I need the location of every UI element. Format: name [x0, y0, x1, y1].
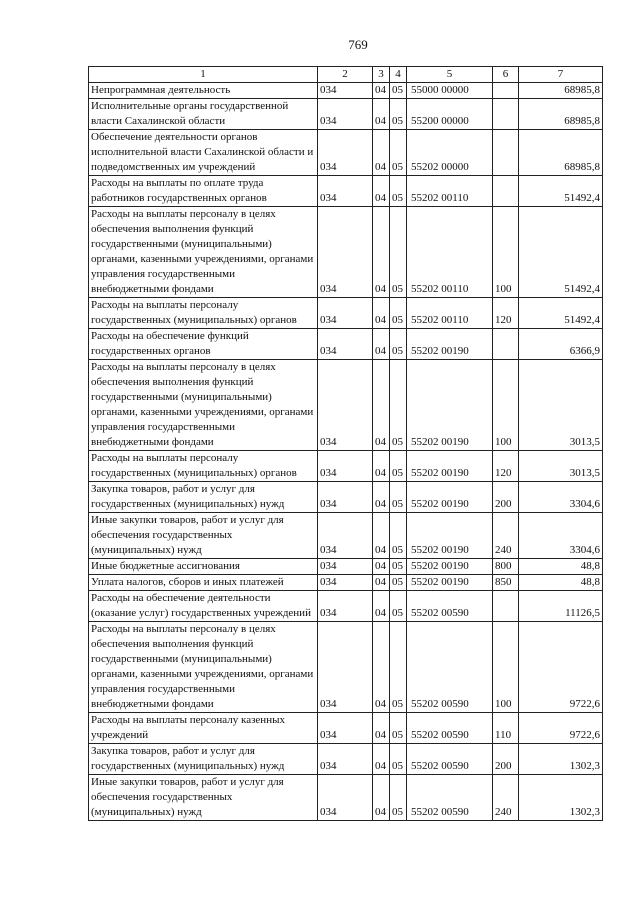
section-cell: 04 — [373, 99, 390, 130]
amount-cell: 11126,5 — [519, 591, 603, 622]
expense-type-cell: 100 — [493, 622, 519, 713]
amount-cell: 9722,6 — [519, 713, 603, 744]
amount-cell: 68985,8 — [519, 130, 603, 176]
subsection-cell: 05 — [390, 513, 407, 559]
code-cell: 034 — [318, 176, 373, 207]
item-name-cell: Расходы на обеспечение функций государственных органов — [89, 329, 318, 360]
item-name-cell: Расходы на выплаты персоналу в целях обеспечения выполнения функций государственными (муниципальными) органами, казенными учреждениями, органами управления государственными внебюджетными фондами — [89, 207, 318, 298]
section-cell: 04 — [373, 83, 390, 99]
section-cell: 04 — [373, 775, 390, 821]
code-cell: 034 — [318, 575, 373, 591]
target-article-cell: 55202 00190 — [407, 559, 493, 575]
subsection-cell: 05 — [390, 176, 407, 207]
code-cell: 034 — [318, 559, 373, 575]
subsection-cell: 05 — [390, 83, 407, 99]
table-row — [89, 451, 603, 482]
target-article-cell: 55202 00190 — [407, 513, 493, 559]
table-row — [89, 591, 603, 622]
item-name-cell: Иные закупки товаров, работ и услуг для обеспечения государственных (муниципальных) нужд — [89, 513, 318, 559]
expense-type-cell: 100 — [493, 360, 519, 451]
table-row — [89, 176, 603, 207]
item-name-cell: Расходы на выплаты персоналу государственных (муниципальных) органов — [89, 298, 318, 329]
code-cell: 034 — [318, 83, 373, 99]
item-name-cell: Уплата налогов, сборов и иных платежей — [89, 575, 318, 591]
budget-table — [88, 66, 603, 821]
expense-type-cell — [493, 176, 519, 207]
amount-cell: 51492,4 — [519, 298, 603, 329]
expense-type-cell: 200 — [493, 744, 519, 775]
item-name-cell: Расходы на выплаты персоналу казенных учреждений — [89, 713, 318, 744]
target-article-cell: 55202 00000 — [407, 130, 493, 176]
header-row — [89, 67, 603, 83]
header-cell: 1 — [89, 67, 318, 83]
target-article-cell: 55202 00190 — [407, 482, 493, 513]
target-article-cell: 55202 00590 — [407, 622, 493, 713]
table-row — [89, 559, 603, 575]
header-cell: 4 — [390, 67, 407, 83]
amount-cell: 3304,6 — [519, 513, 603, 559]
amount-cell: 1302,3 — [519, 744, 603, 775]
amount-cell: 6366,9 — [519, 329, 603, 360]
code-cell: 034 — [318, 298, 373, 329]
target-article-cell: 55200 00000 — [407, 99, 493, 130]
expense-type-cell — [493, 591, 519, 622]
expense-type-cell: 120 — [493, 451, 519, 482]
code-cell: 034 — [318, 99, 373, 130]
item-name-cell: Закупка товаров, работ и услуг для государственных (муниципальных) нужд — [89, 744, 318, 775]
section-cell: 04 — [373, 298, 390, 329]
section-cell: 04 — [373, 329, 390, 360]
amount-cell: 68985,8 — [519, 99, 603, 130]
code-cell: 034 — [318, 130, 373, 176]
target-article-cell: 55202 00110 — [407, 298, 493, 329]
table-row — [89, 207, 603, 298]
code-cell: 034 — [318, 451, 373, 482]
section-cell: 04 — [373, 575, 390, 591]
expense-type-cell: 240 — [493, 513, 519, 559]
expense-type-cell: 120 — [493, 298, 519, 329]
target-article-cell: 55000 00000 — [407, 83, 493, 99]
subsection-cell: 05 — [390, 298, 407, 329]
target-article-cell: 55202 00590 — [407, 713, 493, 744]
section-cell: 04 — [373, 713, 390, 744]
section-cell: 04 — [373, 744, 390, 775]
subsection-cell: 05 — [390, 713, 407, 744]
item-name-cell: Расходы на выплаты по оплате труда работников государственных органов — [89, 176, 318, 207]
table-row — [89, 482, 603, 513]
subsection-cell: 05 — [390, 591, 407, 622]
amount-cell: 1302,3 — [519, 775, 603, 821]
table-row — [89, 360, 603, 451]
amount-cell: 3304,6 — [519, 482, 603, 513]
code-cell: 034 — [318, 713, 373, 744]
expense-type-cell — [493, 99, 519, 130]
item-name-cell: Закупка товаров, работ и услуг для государственных (муниципальных) нужд — [89, 482, 318, 513]
expense-type-cell: 850 — [493, 575, 519, 591]
subsection-cell: 05 — [390, 451, 407, 482]
code-cell: 034 — [318, 513, 373, 559]
target-article-cell: 55202 00190 — [407, 451, 493, 482]
target-article-cell: 55202 00190 — [407, 329, 493, 360]
header-cell: 5 — [407, 67, 493, 83]
subsection-cell: 05 — [390, 559, 407, 575]
table-row — [89, 83, 603, 99]
page-number: 769 — [348, 37, 368, 52]
expense-type-cell — [493, 83, 519, 99]
expense-type-cell — [493, 130, 519, 176]
section-cell: 04 — [373, 176, 390, 207]
item-name-cell: Расходы на выплаты персоналу в целях обеспечения выполнения функций государственными (муниципальными) органами, казенными учреждениями, органами управления государственными внебюджетными фондами — [89, 360, 318, 451]
expense-type-cell: 200 — [493, 482, 519, 513]
amount-cell: 51492,4 — [519, 176, 603, 207]
target-article-cell: 55202 00590 — [407, 775, 493, 821]
header-cell: 6 — [493, 67, 519, 83]
amount-cell: 3013,5 — [519, 451, 603, 482]
section-cell: 04 — [373, 482, 390, 513]
amount-cell: 48,8 — [519, 559, 603, 575]
expense-type-cell — [493, 329, 519, 360]
item-name-cell: Иные закупки товаров, работ и услуг для обеспечения государственных (муниципальных) нужд — [89, 775, 318, 821]
amount-cell: 9722,6 — [519, 622, 603, 713]
expense-type-cell: 240 — [493, 775, 519, 821]
table-row — [89, 775, 603, 821]
subsection-cell: 05 — [390, 130, 407, 176]
code-cell: 034 — [318, 207, 373, 298]
table-row — [89, 513, 603, 559]
subsection-cell: 05 — [390, 744, 407, 775]
subsection-cell: 05 — [390, 482, 407, 513]
item-name-cell: Исполнительные органы государственной власти Сахалинской области — [89, 99, 318, 130]
subsection-cell: 05 — [390, 207, 407, 298]
section-cell: 04 — [373, 513, 390, 559]
table-row — [89, 99, 603, 130]
header-cell: 2 — [318, 67, 373, 83]
table-row — [89, 575, 603, 591]
subsection-cell: 05 — [390, 99, 407, 130]
table-row — [89, 329, 603, 360]
item-name-cell: Расходы на выплаты персоналу в целях обеспечения выполнения функций государственными (муниципальными) органами, казенными учреждениями, органами управления государственными внебюджетными фондами — [89, 622, 318, 713]
item-name-cell: Непрограммная деятельность — [89, 83, 318, 99]
section-cell: 04 — [373, 559, 390, 575]
table-body — [89, 67, 603, 821]
table-row — [89, 744, 603, 775]
item-name-cell: Расходы на выплаты персоналу государственных (муниципальных) органов — [89, 451, 318, 482]
target-article-cell: 55202 00590 — [407, 744, 493, 775]
target-article-cell: 55202 00190 — [407, 575, 493, 591]
section-cell: 04 — [373, 622, 390, 713]
code-cell: 034 — [318, 482, 373, 513]
expense-type-cell: 100 — [493, 207, 519, 298]
code-cell: 034 — [318, 360, 373, 451]
target-article-cell: 55202 00110 — [407, 176, 493, 207]
table-row — [89, 622, 603, 713]
code-cell: 034 — [318, 622, 373, 713]
section-cell: 04 — [373, 451, 390, 482]
header-cell: 7 — [519, 67, 603, 83]
code-cell: 034 — [318, 591, 373, 622]
target-article-cell: 55202 00190 — [407, 360, 493, 451]
table-row — [89, 713, 603, 744]
subsection-cell: 05 — [390, 360, 407, 451]
item-name-cell: Иные бюджетные ассигнования — [89, 559, 318, 575]
code-cell: 034 — [318, 775, 373, 821]
subsection-cell: 05 — [390, 775, 407, 821]
expense-type-cell: 800 — [493, 559, 519, 575]
subsection-cell: 05 — [390, 622, 407, 713]
amount-cell: 51492,4 — [519, 207, 603, 298]
section-cell: 04 — [373, 130, 390, 176]
header-cell: 3 — [373, 67, 390, 83]
target-article-cell: 55202 00110 — [407, 207, 493, 298]
subsection-cell: 05 — [390, 329, 407, 360]
section-cell: 04 — [373, 591, 390, 622]
item-name-cell: Обеспечение деятельности органов исполнительной власти Сахалинской области и подведомственных им учреждений — [89, 130, 318, 176]
amount-cell: 3013,5 — [519, 360, 603, 451]
section-cell: 04 — [373, 360, 390, 451]
section-cell: 04 — [373, 207, 390, 298]
amount-cell: 68985,8 — [519, 83, 603, 99]
code-cell: 034 — [318, 744, 373, 775]
item-name-cell: Расходы на обеспечение деятельности (оказание услуг) государственных учреждений — [89, 591, 318, 622]
expense-type-cell: 110 — [493, 713, 519, 744]
amount-cell: 48,8 — [519, 575, 603, 591]
table-row — [89, 298, 603, 329]
code-cell: 034 — [318, 329, 373, 360]
table-row — [89, 130, 603, 176]
target-article-cell: 55202 00590 — [407, 591, 493, 622]
subsection-cell: 05 — [390, 575, 407, 591]
